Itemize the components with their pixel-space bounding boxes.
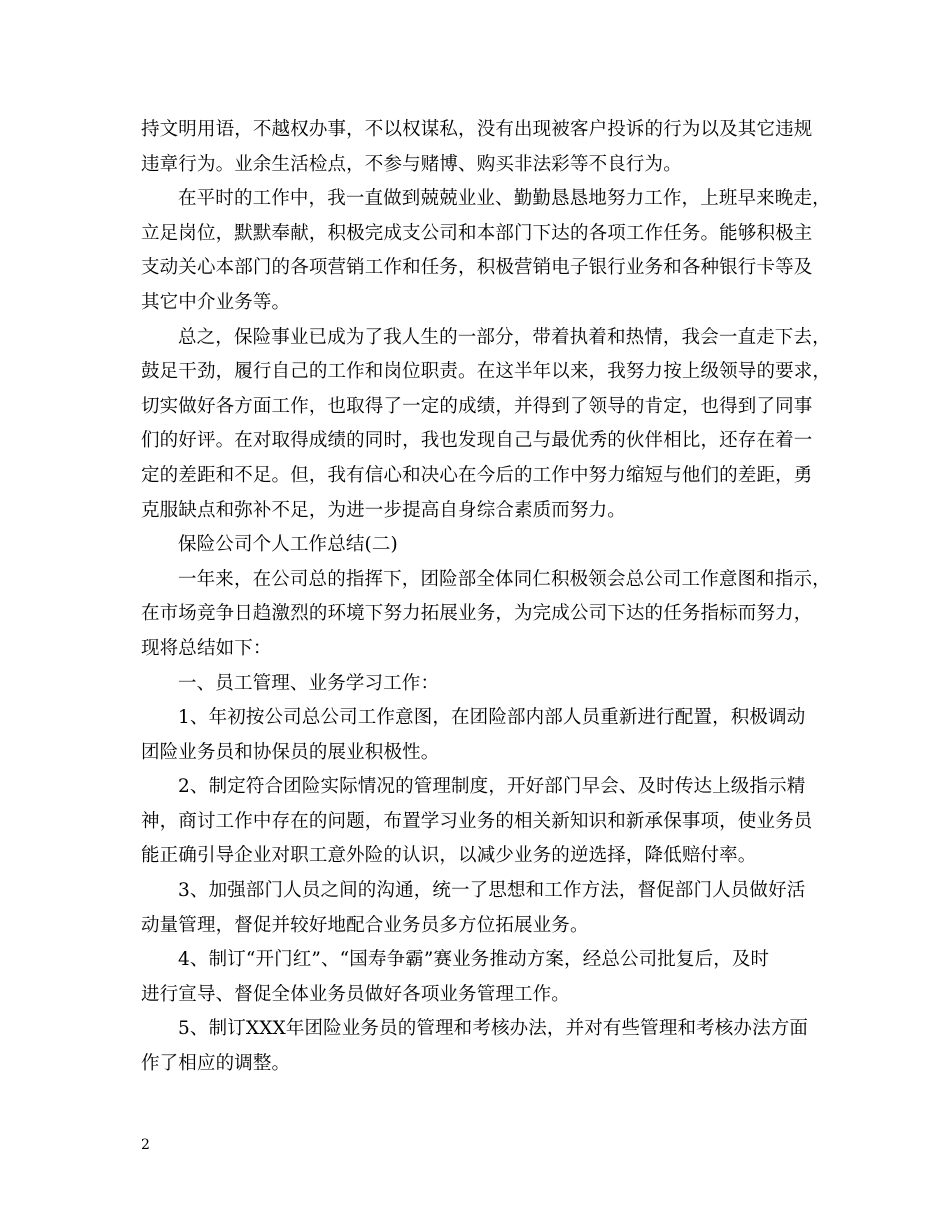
text-line: 动量管理，督促并较好地配合业务员多方位拓展业务。 xyxy=(141,914,589,936)
text-line: 现将总结如下： xyxy=(141,637,272,659)
text-line: 克服缺点和弥补不足，为进一步提高自身综合素质而努力。 xyxy=(141,499,626,521)
text-line: 定的差距和不足。但，我有信心和决心在今后的工作中努力缩短与他们的差距，勇 xyxy=(141,464,813,486)
text-line: 在市场竞争日趋激烈的环境下努力拓展业务，为完成公司下达的任务指标而努力， xyxy=(141,603,813,625)
text-line: 团险业务员和协保员的展业积极性。 xyxy=(141,741,440,763)
text-line: 5、制订XXX年团险业务员的管理和考核办法，并对有些管理和考核办法方面 xyxy=(178,1018,809,1040)
text-line: 违章行为。业余生活检点，不参与赌博、购买非法彩等不良行为。 xyxy=(141,153,682,175)
subsection-heading: 一、员工管理、业务学习工作： xyxy=(178,672,440,694)
document-body xyxy=(141,113,831,1082)
text-line: 切实做好各方面工作，也取得了一定的成绩，并得到了领导的肯定，也得到了同事 xyxy=(141,395,813,417)
text-line: 一年来，在公司总的指挥下，团险部全体同仁积极领会总公司工作意图和指示， xyxy=(178,568,831,590)
section-heading: 保险公司个人工作总结(二) xyxy=(178,534,398,556)
text-line: 立足岗位，默默奉献，积极完成支公司和本部门下达的各项工作任务。能够积极主 xyxy=(141,222,813,244)
text-line: 其它中介业务等。 xyxy=(141,291,291,313)
text-line: 3、加强部门人员之间的沟通，统一了思想和工作方法，督促部门人员做好活 xyxy=(178,880,806,902)
text-line: 作了相应的调整。 xyxy=(141,1053,291,1075)
text-line: 4、制订“开门红”、“国寿争霸”赛业务推动方案，经总公司批复后，及时 xyxy=(178,949,770,971)
text-line: 能正确引导企业对职工意外险的认识，以减少业务的逆选择，降低赔付率。 xyxy=(141,845,757,867)
text-line: 鼓足干劲，履行自己的工作和岗位职责。在这半年以来，我努力按上级领导的要求， xyxy=(141,361,832,383)
text-line: 支动关心本部门的各项营销工作和任务，积极营销电子银行业务和各种银行卡等及 xyxy=(141,257,813,279)
text-line: 持文明用语，不越权办事，不以权谋私，没有出现被客户投诉的行为以及其它违规 xyxy=(141,119,813,140)
text-line: 1、年初按公司总公司工作意图，在团险部内部人员重新进行配置，积极调动 xyxy=(178,707,806,729)
text-line: 2、制定符合团险实际情况的管理制度，开好部门早会、及时传达上级指示精 xyxy=(178,776,806,798)
text-line: 们的好评。在对取得成绩的同时，我也发现自己与最优秀的伙伴相比，还存在着一 xyxy=(141,430,813,452)
text-line: 在平时的工作中，我一直做到兢兢业业、勤勤恳恳地努力工作，上班早来晚走， xyxy=(178,188,831,210)
text-line: 总之，保险事业已成为了我人生的一部分，带着执着和热情，我会一直走下去， xyxy=(178,326,831,348)
page-number: 2 xyxy=(141,1137,150,1153)
text-line: 进行宣导、督促全体业务员做好各项业务管理工作。 xyxy=(141,983,570,1005)
text-line: 神，商讨工作中存在的问题，布置学习业务的相关新知识和新承保事项，使业务员 xyxy=(141,810,813,832)
